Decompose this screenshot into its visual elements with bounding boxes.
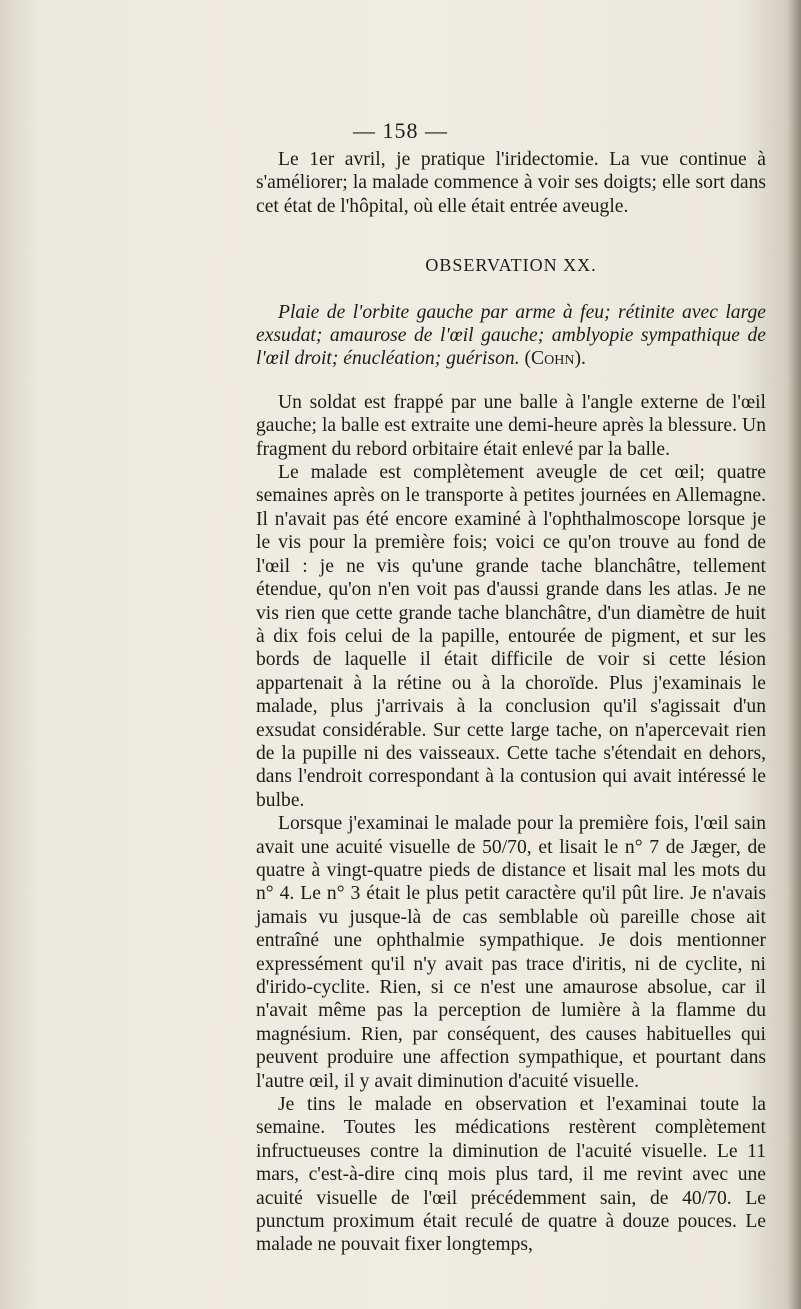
body-paragraph: Un soldat est frappé par une balle à l'angle externe de l'œil gauche; la balle est extraite une demi-heure après la blessure. Un fragment du rebord orbitaire était enlevé par la balle. <box>256 391 766 460</box>
page-number: — 158 — <box>353 118 448 143</box>
intro-paragraph: Le 1er avril, je pratique l'iridectomie. La vue continue à s'améliorer; la malade commence à voir ses doigts; elle sort dans cet état de l'hôpital, où elle était entrée aveugle. <box>256 149 766 217</box>
page-edge-shadow <box>787 0 801 1309</box>
body-paragraph: Lorsque j'examinai le malade pour la première fois, l'œil sain avait une acuité visuelle de 50/70, et lisait le n° 7 de Jæger, de quatre à vingt-quatre pieds de distance et lisait mal les mots du n° 4. Le n° 3 était le plus petit caractère qu'il pût lire. Je n'avais jamais vu jusque-là de cas semblable où pareille chose ait entraîné une ophthalmie sympathique. Je dois mentionner expressément qu'il n'y avait pas trace d'iritis, ni de cyclite, ni d'irido-cyclite. Rien, si ce n'est une amaurose absolue, car il n'avait même pas la perception de lumière à la flamme du magnésium. Rien, par conséquent, des causes habituelles qui peuvent produire une affection sympathique, et pourtant dans l'autre œil, il y avait diminution d'acuité visuelle. <box>256 813 766 1092</box>
subtitle-author: (Cohn). <box>524 348 586 370</box>
observation-subtitle <box>256 301 766 371</box>
body-paragraph: Le malade est complètement aveugle de cet œil; quatre semaines après on le transporte à petites journées en Allemagne. Il n'avait pas été encore examiné à l'ophthalmoscope lorsque je le vis pour la première fois; voici ce qu'on trouve au fond de l'œil : je ne vis qu'une grande tache blanchâtre, tellement étendue, qu'on n'en voit pas d'aussi grande dans les atlas. Je ne vis rien que cette grande tache blanchâtre, d'un diamètre de huit à dix fois celui de la papille, entourée de pigment, et sur les bords de laquelle il était difficile de voir si cette lésion appartenait à la rétine ou à la choroïde. Plus j'examinais le malade, plus j'arrivais à la conclusion qu'il s'agissait d'un exsudat considérable. Sur cette large tache, on n'apercevait rien de la pupille ni des vaisseaux. Cette tache s'étendait en dehors, dans l'endroit correspondant à la contusion qui avait intéressé le bulbe. <box>256 462 766 811</box>
subtitle-text: Plaie de l'orbite gauche par arme à feu; rétinite avec large exsudat; amaurose de l'œil gauche; amblyopie sympathique de l'œil droit; énucléation; guérison. <box>256 301 766 370</box>
page-body <box>256 148 766 1257</box>
observation-heading: OBSERVATION XX. <box>425 255 597 276</box>
body-paragraph: Je tins le malade en observation et l'examinai toute la semaine. Toutes les médications restèrent complètement infructueuses contre la diminution de l'acuité visuelle. Le 11 mars, c'est-à-dire cinq mois plus tard, il me revint avec une acuité visuelle de l'œil précédemment sain, de 40/70. Le punctum proximum était reculé de quatre à douze pouces. Le malade ne pouvait fixer longtemps, <box>256 1094 766 1256</box>
